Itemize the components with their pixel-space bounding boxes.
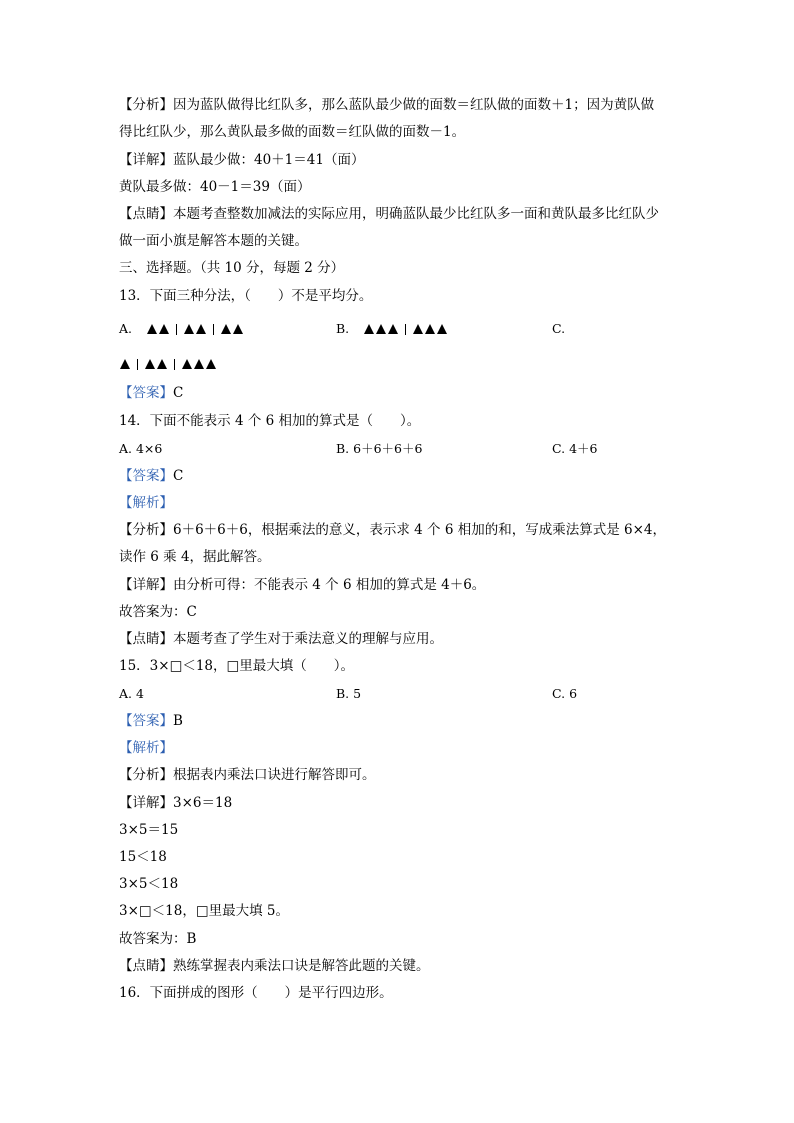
q15-option-b: B. 5 xyxy=(336,686,362,701)
detail-tag: 【详解】 xyxy=(119,577,173,593)
question-16 xyxy=(119,984,393,1002)
note-tag: 【点睛】 xyxy=(119,631,173,647)
step-3-text: 3×5＜18 xyxy=(119,876,179,892)
step-2-text: 15＜18 xyxy=(119,849,167,865)
step-4 xyxy=(119,902,289,920)
note-text: 本题考查整数加减法的实际应用，明确蓝队最少比红队多一面和黄队最多比红队少 xyxy=(173,206,659,222)
triangle-icon xyxy=(194,359,204,369)
q13-option-b-shapes xyxy=(363,320,448,338)
answer-tag: 【答案】 xyxy=(119,713,173,729)
note-tag: 【点睛】 xyxy=(119,206,173,222)
q13-option-c-shapes xyxy=(119,355,217,373)
triangle-icon xyxy=(184,324,194,334)
answer-14 xyxy=(119,467,183,485)
question-13 xyxy=(119,287,372,305)
answer-tag: 【答案】 xyxy=(119,385,173,401)
detail-text-2: 黄队最多做：40－1＝39（面） xyxy=(119,179,311,195)
triangle-icon xyxy=(147,324,157,334)
step-3 xyxy=(119,875,178,893)
detail-line-2 xyxy=(119,178,310,196)
triangle-icon xyxy=(425,324,435,334)
step-2 xyxy=(119,848,167,866)
analysis-line-2 xyxy=(119,123,465,141)
q13-option-c xyxy=(552,320,565,338)
bar-icon xyxy=(405,324,406,335)
detail-14-text: 由分析可得：不能表示 4 个 6 相加的算式是 4＋6。 xyxy=(173,577,486,593)
note-14 xyxy=(119,630,443,648)
detail-15-text: 3×6＝18 xyxy=(173,795,233,811)
conclusion-14 xyxy=(119,603,197,621)
section-title-text: 三、选择题。（共 10 分，每题 2 分） xyxy=(119,260,345,276)
note-14-text: 本题考查了学生对于乘法意义的理解与应用。 xyxy=(173,631,443,647)
explain-15 xyxy=(119,739,173,757)
analysis-15 xyxy=(119,766,376,784)
note-line xyxy=(119,205,659,223)
bar-icon xyxy=(137,359,138,370)
triangle-icon xyxy=(233,324,243,334)
q14-option-c: C. 4＋6 xyxy=(552,441,598,456)
note-text-2: 做一面小旗是解答本题的关键。 xyxy=(119,233,308,249)
explain-14 xyxy=(119,494,173,512)
triangle-icon xyxy=(364,324,374,334)
q14-option-a: A. 4×6 xyxy=(119,441,163,456)
answer-13-value: C xyxy=(173,385,184,401)
question-14-text: 14．下面不能表示 4 个 6 相加的算式是（ ）。 xyxy=(119,413,421,429)
q13-option-a xyxy=(119,320,244,338)
note-15-text: 熟练掌握表内乘法口诀是解答此题的关键。 xyxy=(173,958,430,974)
analysis-line xyxy=(119,96,654,114)
detail-text: 蓝队最少做：40＋1＝41（面） xyxy=(173,152,365,168)
detail-tag: 【详解】 xyxy=(119,152,173,168)
triangle-icon xyxy=(182,359,192,369)
analysis-text: 因为蓝队做得比红队多，那么蓝队最少做的面数＝红队做的面数＋1；因为黄队做 xyxy=(173,97,655,113)
answer-15 xyxy=(119,712,183,730)
detail-15 xyxy=(119,794,232,812)
answer-14-value: C xyxy=(173,468,184,484)
conclusion-15-text: 故答案为：B xyxy=(119,931,197,947)
triangle-icon xyxy=(437,324,447,334)
bar-icon xyxy=(176,324,177,335)
section-title xyxy=(119,259,344,277)
analysis-14-text-2: 读作 6 乘 4，据此解答。 xyxy=(119,549,271,565)
triangle-icon xyxy=(206,359,216,369)
triangle-icon xyxy=(413,324,423,334)
analysis-14-2 xyxy=(119,548,271,566)
explain-tag: 【解析】 xyxy=(119,740,173,756)
q13-option-c-label: C. xyxy=(552,321,566,336)
question-15 xyxy=(119,657,354,675)
bar-icon xyxy=(213,324,214,335)
answer-tag: 【答案】 xyxy=(119,468,173,484)
analysis-tag: 【分析】 xyxy=(119,97,173,113)
q14-option-b: B. 6＋6＋6＋6 xyxy=(336,441,423,456)
step-1 xyxy=(119,821,178,839)
triangle-icon xyxy=(159,324,169,334)
step-4-text: 3×□＜18，□里最大填 5。 xyxy=(119,903,289,919)
triangle-icon xyxy=(120,359,130,369)
detail-line xyxy=(119,151,364,169)
q13-option-a-label: A. xyxy=(119,321,133,336)
q15-option-a: A. 4 xyxy=(119,686,144,701)
conclusion-15 xyxy=(119,930,196,948)
explain-tag: 【解析】 xyxy=(119,495,173,511)
detail-14 xyxy=(119,576,485,594)
triangle-icon xyxy=(196,324,206,334)
analysis-14-text: 6＋6＋6＋6，根据乘法的意义，表示求 4 个 6 相加的和，写成乘法算式是 6×4， xyxy=(173,522,666,538)
step-1-text: 3×5＝15 xyxy=(119,822,179,838)
detail-tag: 【详解】 xyxy=(119,795,173,811)
analysis-15-text: 根据表内乘法口诀进行解答即可。 xyxy=(173,767,376,783)
question-16-text: 16．下面拼成的图形（ ）是平行四边形。 xyxy=(119,985,393,1001)
triangle-icon xyxy=(221,324,231,334)
bar-icon xyxy=(174,359,175,370)
question-14 xyxy=(119,412,420,430)
question-15-text: 15．3×□＜18，□里最大填（ ）。 xyxy=(119,658,355,674)
note-tag: 【点睛】 xyxy=(119,958,173,974)
answer-15-value: B xyxy=(173,713,183,729)
q13-option-b xyxy=(336,320,448,338)
conclusion-14-text: 故答案为：C xyxy=(119,604,197,620)
q13-option-b-label: B. xyxy=(336,321,350,336)
analysis-text-2: 得比红队少，那么黄队最多做的面数＝红队做的面数－1。 xyxy=(119,124,466,140)
analysis-14 xyxy=(119,521,666,539)
question-13-text: 13．下面三种分法，（ ）不是平均分。 xyxy=(119,288,373,304)
analysis-tag: 【分析】 xyxy=(119,522,173,538)
note-15 xyxy=(119,957,430,975)
answer-13 xyxy=(119,384,183,402)
q15-option-c: C. 6 xyxy=(552,686,578,701)
triangle-icon xyxy=(388,324,398,334)
q13-option-a-shapes xyxy=(146,320,244,338)
triangle-icon xyxy=(157,359,167,369)
triangle-icon xyxy=(376,324,386,334)
note-line-2 xyxy=(119,232,308,250)
analysis-tag: 【分析】 xyxy=(119,767,173,783)
triangle-icon xyxy=(145,359,155,369)
